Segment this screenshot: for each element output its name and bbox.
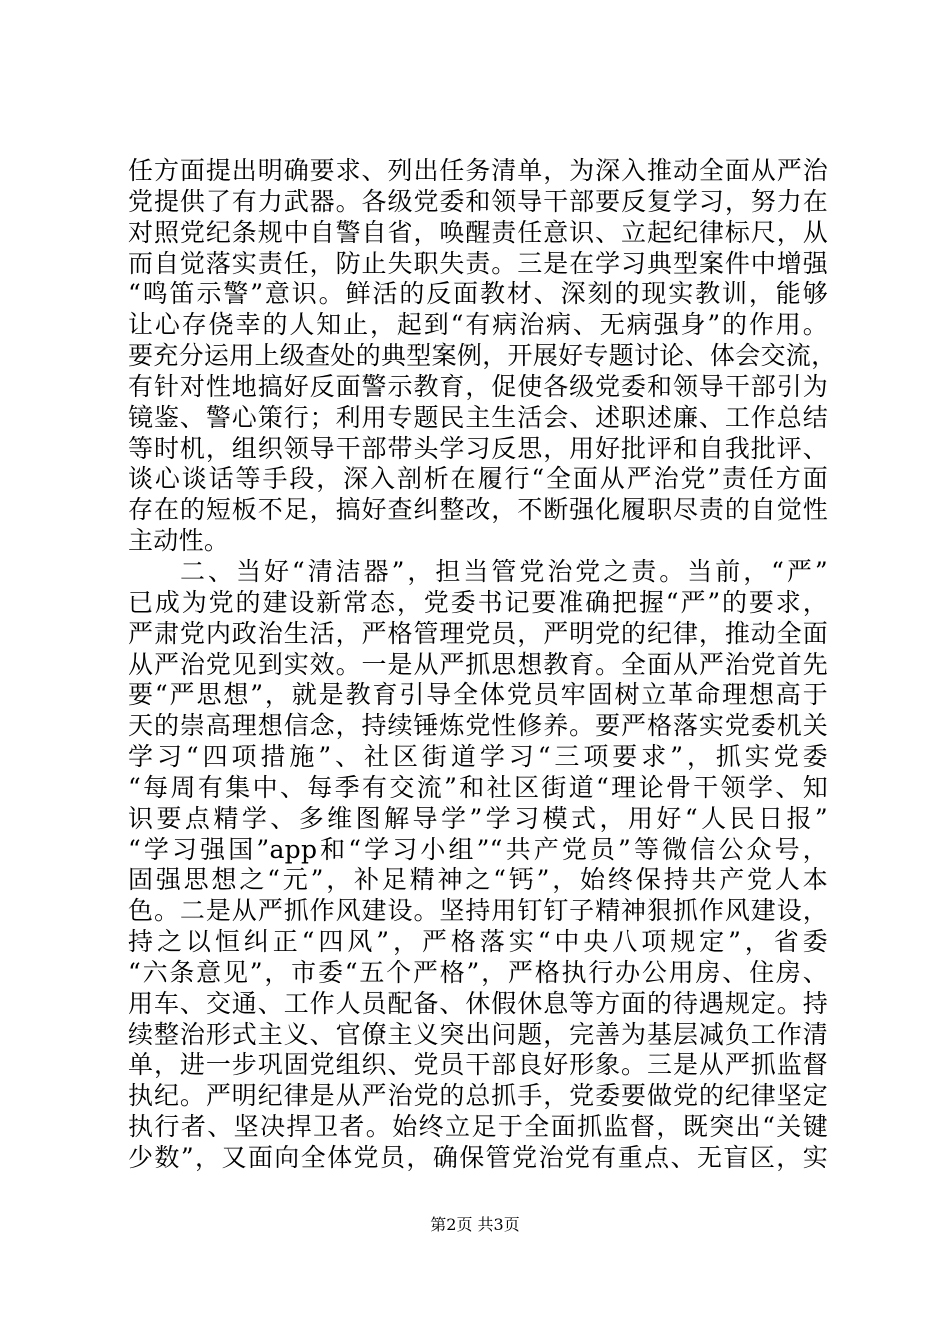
text-line: 天的崇高理想信念，持续锤炼党性修养。要严格落实党委机关 — [128, 711, 828, 741]
text-line: 对照党纪条规中自警自省，唤醒责任意识、立起纪律标尺，从 — [128, 217, 828, 247]
text-line: “鸣笛示警”意识。鲜活的反面教材、深刻的现实教训，能够 — [128, 279, 828, 309]
text-line: 主动性。 — [128, 526, 230, 556]
text-line: 存在的短板不足，搞好查纠整改，不断强化履职尽责的自觉性 — [128, 495, 828, 525]
text-line: 二、当好“清洁器”，担当管党治党之责。当前，“严” — [180, 556, 828, 586]
text-line: 学习“四项措施”、社区街道学习“三项要求”，抓实党委 — [128, 742, 828, 772]
text-line: 任方面提出明确要求、列出任务清单，为深入推动全面从严治 — [128, 156, 828, 185]
text-line: 而自觉落实责任，防止失职失责。三是在学习典型案件中增强 — [128, 248, 828, 278]
text-line: 党提供了有力武器。各级党委和领导干部要反复学习，努力在 — [128, 186, 828, 216]
text-line: 执纪。严明纪律是从严治党的总抓手，党委要做党的纪律坚定 — [128, 1081, 828, 1111]
text-line: 用车、交通、工作人员配备、休假休息等方面的待遇规定。持 — [128, 988, 828, 1018]
text-line: 识要点精学、多维图解导学”学习模式，用好“人民日报” — [128, 803, 828, 833]
text-line: 已成为党的建设新常态，党委书记要准确把握“严”的要求， — [128, 587, 828, 617]
text-line: 镜鉴、警心策行；利用专题民主生活会、述职述廉、工作总结 — [128, 402, 828, 432]
text-line: “六条意见”，市委“五个严格”，严格执行办公用房、住房、 — [128, 957, 828, 987]
text-line: 色。二是从严抓作风建设。坚持用钉钉子精神狠抓作风建设， — [128, 896, 828, 926]
text-line: 等时机，组织领导干部带头学习反思，用好批评和自我批评、 — [128, 433, 828, 463]
text-line: 有针对性地搞好反面警示教育，促使各级党委和领导干部引为 — [128, 371, 828, 401]
text-line: 持之以恒纠正“四风”，严格落实“中央八项规定”，省委 — [128, 927, 828, 957]
text-line: 严肃党内政治生活，严格管理党员，严明党的纪律，推动全面 — [128, 618, 828, 648]
text-line: “学习强国”app和“学习小组”“共产党员”等微信公众号， — [128, 834, 828, 864]
text-line: 谈心谈话等手段，深入剖析在履行“全面从严治党”责任方面 — [128, 464, 828, 494]
text-line: 执行者、坚决捍卫者。始终立足于全面抓监督，既突出“关键 — [128, 1112, 828, 1142]
body-text — [128, 156, 837, 1174]
text-line: 要“严思想”，就是教育引导全体党员牢固树立革命理想高于 — [128, 680, 828, 710]
text-line: 少数”，又面向全体党员，确保管党治党有重点、无盲区，实 — [128, 1143, 828, 1172]
text-line: “每周有集中、每季有交流”和社区街道“理论骨干领学、知 — [128, 772, 828, 802]
text-line: 续整治形式主义、官僚主义突出问题，完善为基层减负工作清 — [128, 1019, 828, 1049]
text-line: 要充分运用上级查处的典型案例，开展好专题讨论、体会交流， — [128, 341, 837, 371]
text-line: 从严治党见到实效。一是从严抓思想教育。全面从严治党首先 — [128, 649, 828, 679]
text-line: 单，进一步巩固党组织、党员干部良好形象。三是从严抓监督 — [128, 1050, 828, 1080]
text-line: 让心存侥幸的人知止，起到“有病治病、无病强身”的作用。 — [128, 310, 828, 340]
text-line: 固强思想之“元”，补足精神之“钙”，始终保持共产党人本 — [128, 865, 828, 895]
page-footer: 第2页 共3页 — [430, 1215, 520, 1234]
